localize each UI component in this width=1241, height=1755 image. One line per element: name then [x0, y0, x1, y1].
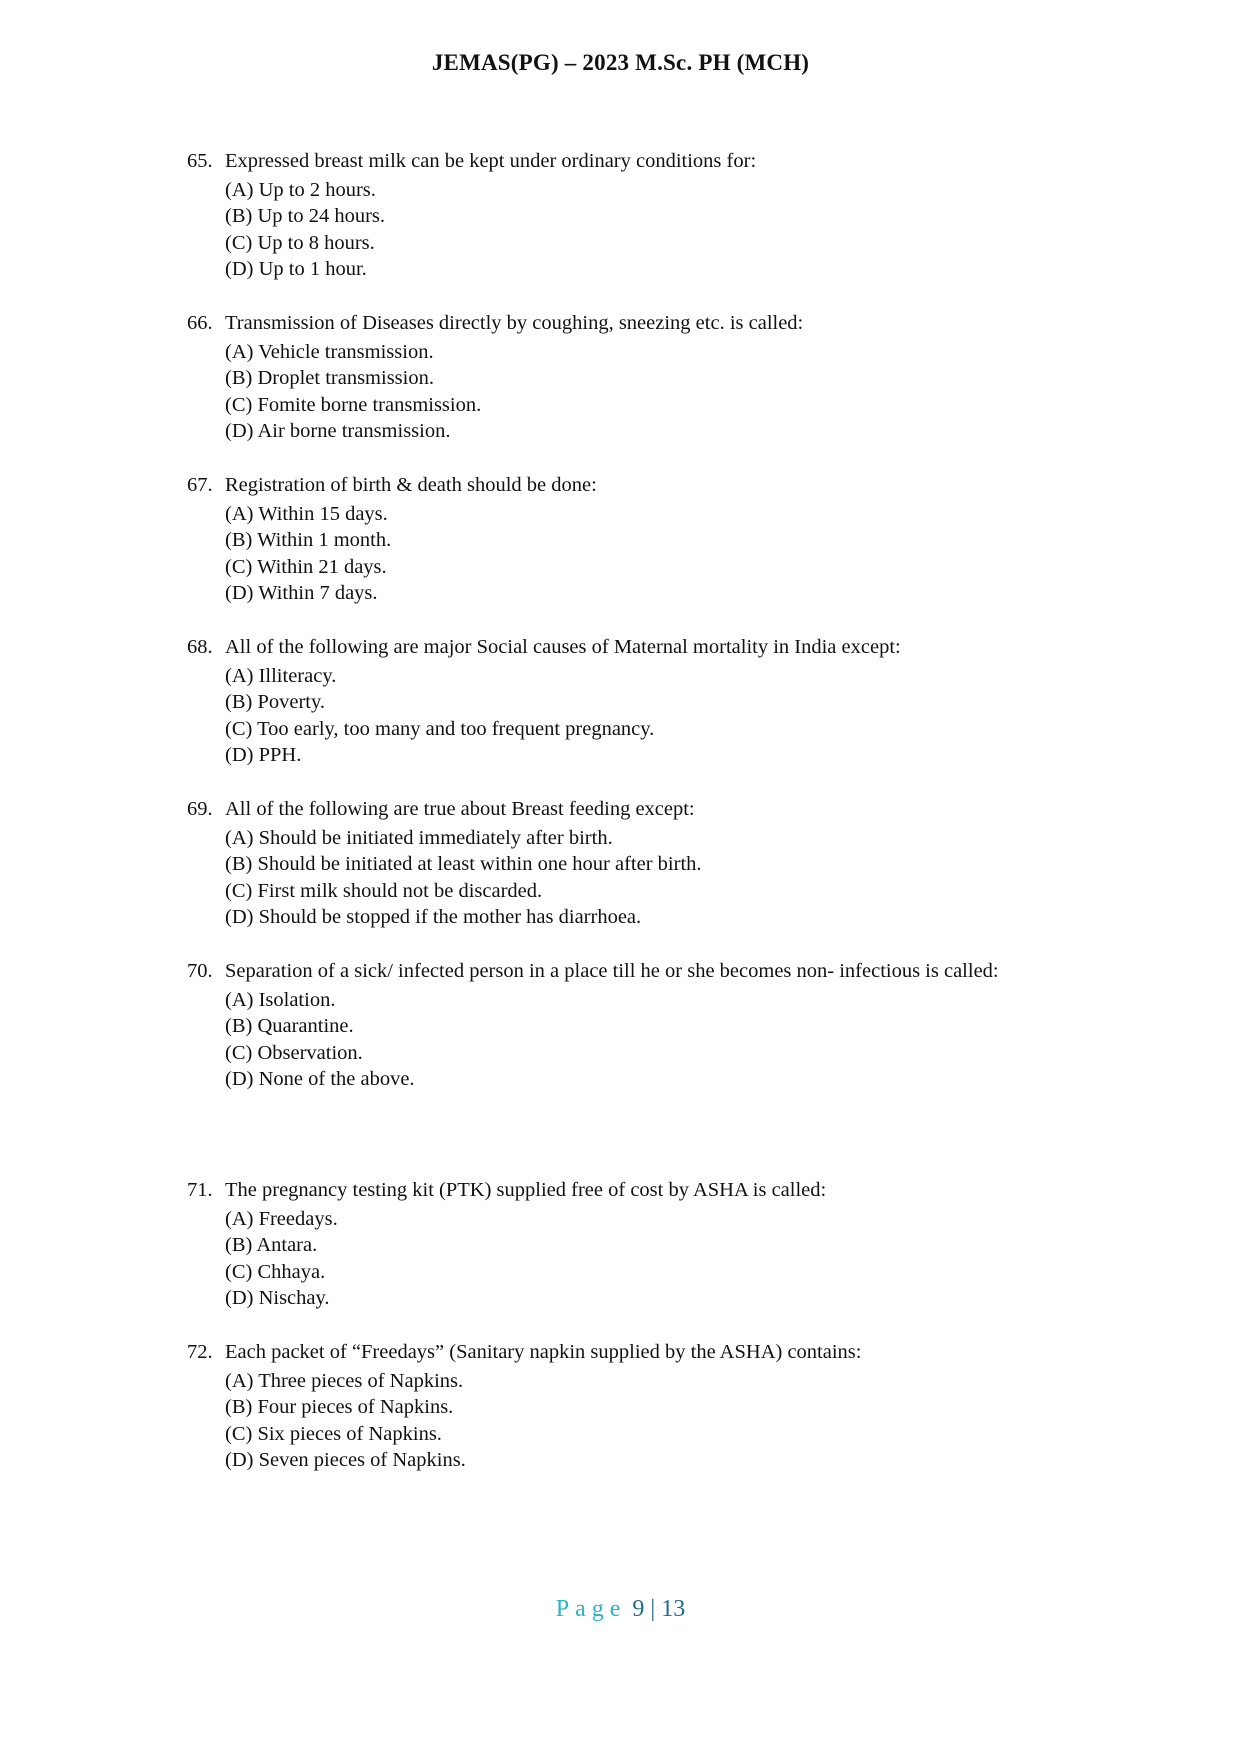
question-stem: [187, 470, 1057, 501]
question-text: The pregnancy testing kit (PTK) supplied free of cost by ASHA is called:: [225, 1179, 827, 1201]
option-d: (D) None of the above.: [225, 1067, 415, 1090]
question-text: All of the following are major Social causes of Maternal mortality in India except:: [225, 636, 901, 658]
option-b: (B) Four pieces of Napkins.: [225, 1396, 454, 1419]
option-b: (B) Poverty.: [225, 691, 326, 714]
option-d: (D) Nischay.: [225, 1286, 330, 1309]
question-stem: [187, 1337, 1057, 1368]
question-69: [187, 794, 1057, 930]
option-b: (B) Quarantine.: [225, 1015, 354, 1038]
question-stem: [187, 146, 1057, 177]
option-c: (C) First milk should not be discarded.: [225, 879, 543, 902]
current-page-number: 9: [632, 1596, 645, 1622]
option-b: (B) Droplet transmission.: [225, 367, 434, 390]
question-65: [187, 146, 1057, 282]
option-list: [225, 987, 1057, 1092]
option-list: [225, 339, 1057, 444]
option-list: [225, 825, 1057, 930]
option-a: (A) Three pieces of Napkins.: [225, 1370, 464, 1392]
question-number: 66.: [187, 312, 213, 334]
question-text: Expressed breast milk can be kept under ordinary conditions for:: [225, 150, 757, 172]
question-stem: [187, 956, 1057, 987]
option-c: (C) Six pieces of Napkins.: [225, 1422, 442, 1445]
option-c: (C) Observation.: [225, 1041, 363, 1064]
question-stem: [187, 794, 1057, 825]
option-a: (A) Illiteracy.: [225, 665, 337, 687]
page-label: Page: [555, 1596, 627, 1622]
question-text: Each packet of “Freedays” (Sanitary napkin supplied by the ASHA) contains:: [225, 1341, 862, 1363]
question-text: All of the following are true about Breast feeding except:: [225, 798, 695, 820]
option-b: (B) Antara.: [225, 1234, 318, 1257]
option-b: (B) Up to 24 hours.: [225, 205, 386, 228]
question-70: [187, 956, 1057, 1092]
question-number: 70.: [187, 960, 213, 982]
option-list: [225, 663, 1057, 768]
question-68: [187, 632, 1057, 768]
option-list: [225, 501, 1057, 606]
option-b: (B) Within 1 month.: [225, 529, 392, 552]
option-list: [225, 1368, 1057, 1473]
question-number: 65.: [187, 150, 213, 172]
option-list: [225, 177, 1057, 282]
option-a: (A) Isolation.: [225, 989, 336, 1011]
question-number: 68.: [187, 636, 213, 658]
option-d: (D) Seven pieces of Napkins.: [225, 1448, 466, 1471]
question-text: Registration of birth & death should be done:: [225, 474, 597, 496]
option-d: (D) Should be stopped if the mother has diarrhoea.: [225, 905, 642, 928]
page-header: JEMAS(PG) – 2023 M.Sc. PH (MCH): [431, 50, 810, 75]
option-d: (D) Within 7 days.: [225, 581, 378, 604]
option-a: (A) Freedays.: [225, 1208, 338, 1230]
question-number: 71.: [187, 1179, 213, 1201]
question-67: [187, 470, 1057, 606]
page-footer: [0, 1596, 1241, 1623]
option-c: (C) Fomite borne transmission.: [225, 393, 482, 416]
option-d: (D) Air borne transmission.: [225, 419, 451, 442]
question-stem: [187, 1175, 1057, 1206]
option-c: (C) Within 21 days.: [225, 555, 387, 578]
question-number: 69.: [187, 798, 213, 820]
question-71: [187, 1175, 1057, 1311]
option-a: (A) Vehicle transmission.: [225, 341, 434, 363]
question-number: 67.: [187, 474, 213, 496]
option-d: (D) PPH.: [225, 743, 302, 766]
question-number: 72.: [187, 1341, 213, 1363]
option-b: (B) Should be initiated at least within one hour after birth.: [225, 853, 702, 876]
question-72: [187, 1337, 1057, 1473]
option-a: (A) Should be initiated immediately after birth.: [225, 827, 613, 849]
question-stem: [187, 308, 1057, 339]
option-d: (D) Up to 1 hour.: [225, 257, 367, 280]
page-separator: |: [650, 1596, 656, 1622]
total-pages: 13: [661, 1596, 686, 1622]
option-c: (C) Up to 8 hours.: [225, 231, 375, 254]
question-text: Transmission of Diseases directly by coughing, sneezing etc. is called:: [225, 312, 804, 334]
option-a: (A) Within 15 days.: [225, 503, 388, 525]
option-list: [225, 1206, 1057, 1311]
option-a: (A) Up to 2 hours.: [225, 179, 376, 201]
option-c: (C) Too early, too many and too frequent pregnancy.: [225, 717, 655, 740]
option-c: (C) Chhaya.: [225, 1260, 326, 1283]
question-text: Separation of a sick/ infected person in a place till he or she becomes non- infectious is called:: [225, 960, 999, 982]
question-66: [187, 308, 1057, 444]
question-stem: [187, 632, 1057, 663]
